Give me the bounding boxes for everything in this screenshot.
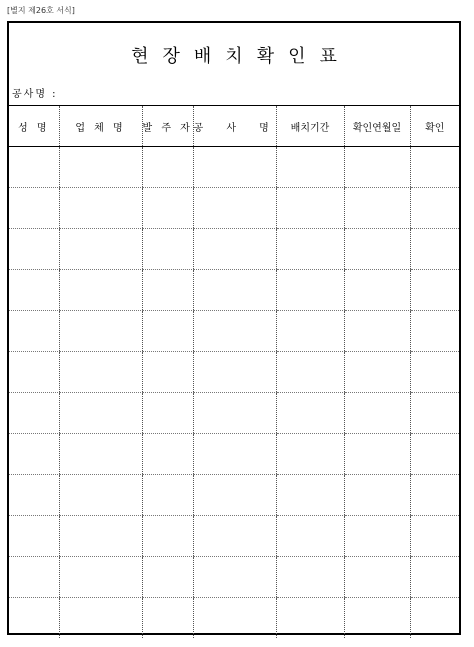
cell-confirm-date[interactable]	[344, 598, 410, 639]
cell-confirm-date[interactable]	[344, 188, 410, 229]
cell-name[interactable]	[9, 516, 59, 557]
col-header-confirm-date: 확인연월일	[344, 106, 410, 147]
cell-company[interactable]	[59, 475, 142, 516]
cell-client[interactable]	[142, 270, 193, 311]
cell-confirm-date[interactable]	[344, 147, 410, 188]
form-number-label: [별지 제26호 서식]	[7, 6, 75, 15]
cell-company[interactable]	[59, 598, 142, 639]
cell-confirm[interactable]	[410, 270, 459, 311]
col-header-project: 공 사 명	[193, 106, 276, 147]
cell-client[interactable]	[142, 434, 193, 475]
cell-confirm-date[interactable]	[344, 475, 410, 516]
cell-period[interactable]	[276, 352, 344, 393]
col-header-confirm: 확인	[410, 106, 459, 147]
cell-client[interactable]	[142, 311, 193, 352]
cell-company[interactable]	[59, 188, 142, 229]
cell-period[interactable]	[276, 147, 344, 188]
cell-confirm[interactable]	[410, 598, 459, 639]
table-row	[9, 393, 459, 434]
cell-company[interactable]	[59, 229, 142, 270]
cell-period[interactable]	[276, 188, 344, 229]
table-header-row	[9, 106, 459, 147]
table-row	[9, 434, 459, 475]
col-header-period: 배치기간	[276, 106, 344, 147]
cell-period[interactable]	[276, 229, 344, 270]
cell-confirm[interactable]	[410, 188, 459, 229]
cell-name[interactable]	[9, 352, 59, 393]
table-row	[9, 270, 459, 311]
col-header-company: 업 체 명	[59, 106, 142, 147]
cell-confirm-date[interactable]	[344, 393, 410, 434]
cell-client[interactable]	[142, 598, 193, 639]
cell-name[interactable]	[9, 598, 59, 639]
cell-company[interactable]	[59, 434, 142, 475]
cell-name[interactable]	[9, 434, 59, 475]
cell-name[interactable]	[9, 311, 59, 352]
cell-company[interactable]	[59, 147, 142, 188]
col-header-client: 발 주 자	[142, 106, 193, 147]
cell-client[interactable]	[142, 352, 193, 393]
cell-confirm[interactable]	[410, 434, 459, 475]
cell-project[interactable]	[193, 188, 276, 229]
cell-period[interactable]	[276, 598, 344, 639]
cell-client[interactable]	[142, 147, 193, 188]
cell-client[interactable]	[142, 393, 193, 434]
cell-confirm-date[interactable]	[344, 270, 410, 311]
cell-period[interactable]	[276, 434, 344, 475]
cell-period[interactable]	[276, 516, 344, 557]
table-row	[9, 475, 459, 516]
table-row	[9, 557, 459, 598]
cell-name[interactable]	[9, 393, 59, 434]
cell-name[interactable]	[9, 475, 59, 516]
cell-confirm[interactable]	[410, 393, 459, 434]
cell-project[interactable]	[193, 311, 276, 352]
cell-confirm-date[interactable]	[344, 434, 410, 475]
cell-confirm-date[interactable]	[344, 311, 410, 352]
cell-period[interactable]	[276, 270, 344, 311]
cell-project[interactable]	[193, 434, 276, 475]
cell-confirm[interactable]	[410, 147, 459, 188]
cell-confirm[interactable]	[410, 557, 459, 598]
cell-client[interactable]	[142, 557, 193, 598]
cell-company[interactable]	[59, 311, 142, 352]
cell-confirm[interactable]	[410, 311, 459, 352]
table-row	[9, 147, 459, 188]
cell-period[interactable]	[276, 557, 344, 598]
col-header-name: 성 명	[9, 106, 59, 147]
cell-company[interactable]	[59, 516, 142, 557]
cell-project[interactable]	[193, 270, 276, 311]
cell-confirm[interactable]	[410, 516, 459, 557]
cell-company[interactable]	[59, 557, 142, 598]
cell-period[interactable]	[276, 475, 344, 516]
table-row	[9, 311, 459, 352]
cell-name[interactable]	[9, 188, 59, 229]
page-title: 현장배치확인표	[131, 46, 351, 67]
cell-project[interactable]	[193, 516, 276, 557]
table-row	[9, 188, 459, 229]
form-frame	[7, 21, 461, 635]
cell-client[interactable]	[142, 188, 193, 229]
cell-confirm-date[interactable]	[344, 229, 410, 270]
cell-company[interactable]	[59, 270, 142, 311]
project-name-label: 공사명 :	[12, 89, 58, 100]
cell-name[interactable]	[9, 147, 59, 188]
cell-project[interactable]	[193, 475, 276, 516]
table-row	[9, 598, 459, 639]
cell-project[interactable]	[193, 147, 276, 188]
cell-client[interactable]	[142, 516, 193, 557]
cell-name[interactable]	[9, 557, 59, 598]
cell-project[interactable]	[193, 229, 276, 270]
cell-client[interactable]	[142, 229, 193, 270]
table-body	[9, 147, 459, 639]
cell-period[interactable]	[276, 393, 344, 434]
cell-confirm[interactable]	[410, 229, 459, 270]
cell-confirm-date[interactable]	[344, 352, 410, 393]
placement-table	[9, 105, 459, 638]
table-row	[9, 516, 459, 557]
cell-confirm[interactable]	[410, 352, 459, 393]
cell-period[interactable]	[276, 311, 344, 352]
cell-confirm-date[interactable]	[344, 557, 410, 598]
cell-company[interactable]	[59, 352, 142, 393]
cell-name[interactable]	[9, 270, 59, 311]
cell-project[interactable]	[193, 393, 276, 434]
cell-project[interactable]	[193, 557, 276, 598]
cell-client[interactable]	[142, 475, 193, 516]
cell-company[interactable]	[59, 393, 142, 434]
cell-project[interactable]	[193, 598, 276, 639]
cell-confirm-date[interactable]	[344, 516, 410, 557]
table-row	[9, 352, 459, 393]
cell-name[interactable]	[9, 229, 59, 270]
cell-confirm[interactable]	[410, 475, 459, 516]
cell-project[interactable]	[193, 352, 276, 393]
table-row	[9, 229, 459, 270]
